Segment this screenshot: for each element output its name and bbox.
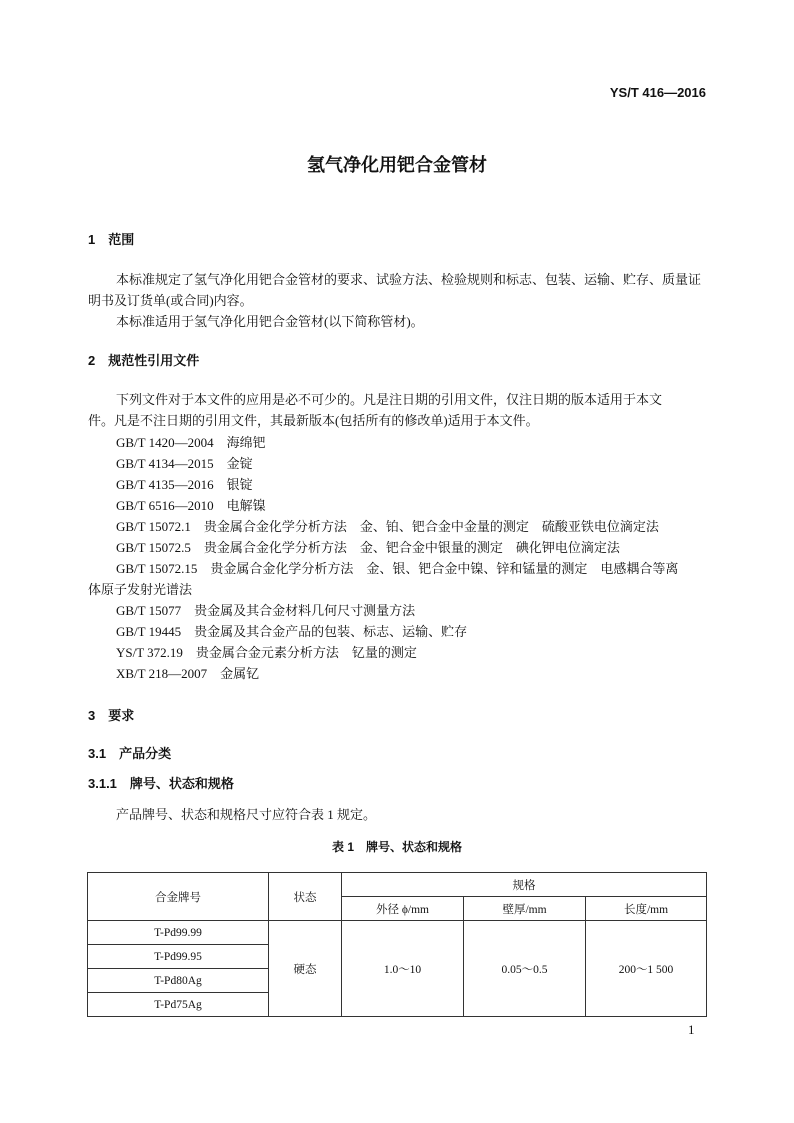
subsection-heading: 3.1.1 牌号、状态和规格 <box>88 776 234 791</box>
wall-cell: 0.05～0.5 <box>464 921 586 1017</box>
header-spec: 规格 <box>342 873 707 897</box>
standard-code: YS/T 416—2016 <box>609 85 706 100</box>
reference-item: GB/T 6516—2010 电解镍 <box>116 498 266 513</box>
grade-cell: T-Pd99.95 <box>88 945 269 969</box>
header-od: 外径 ϕ/mm <box>342 897 464 921</box>
reference-item: GB/T 4135—2016 银锭 <box>116 477 253 492</box>
paragraph: 本标准规定了氢气净化用钯合金管材的要求、试验方法、检验规则和标志、包装、运输、贮存、质量证 <box>116 272 702 287</box>
paragraph: 产品牌号、状态和规格尺寸应符合表 1 规定。 <box>116 807 377 822</box>
reference-item: GB/T 19445 贵金属及其合金产品的包装、标志、运输、贮存 <box>116 624 468 639</box>
paragraph: 本标准适用于氢气净化用钯合金管材(以下简称管材)。 <box>116 314 424 329</box>
reference-item: GB/T 15072.5 贵金属合金化学分析方法 金、钯合金中银量的测定 碘化钾电位滴定法 <box>116 540 620 555</box>
reference-item: GB/T 15072.1 贵金属合金化学分析方法 金、铂、钯合金中金量的测定 硫酸亚铁电位滴定法 <box>116 519 659 534</box>
header-length: 长度/mm <box>586 897 707 921</box>
reference-item: 体原子发射光谱法 <box>88 582 193 597</box>
spec-table <box>87 872 707 1017</box>
subsection-heading: 3.1 产品分类 <box>88 746 172 761</box>
reference-item: XB/T 218—2007 金属钇 <box>116 666 260 681</box>
section-heading: 2 规范性引用文件 <box>88 353 200 368</box>
reference-item: GB/T 1420—2004 海绵钯 <box>116 435 266 450</box>
section-heading: 1 范围 <box>88 232 135 247</box>
length-cell: 200～1 500 <box>586 921 707 1017</box>
page-number: 1 <box>688 1022 695 1037</box>
reference-item: GB/T 4134—2015 金锭 <box>116 456 253 471</box>
paragraph: 明书及订货单(或合同)内容。 <box>88 293 253 308</box>
header-grade: 合金牌号 <box>88 873 269 921</box>
grade-cell: T-Pd75Ag <box>88 993 269 1017</box>
grade-cell: T-Pd80Ag <box>88 969 269 993</box>
table-caption: 表 1 牌号、状态和规格 <box>331 840 462 854</box>
reference-item: GB/T 15077 贵金属及其合金材料几何尺寸测量方法 <box>116 603 416 618</box>
document-title: 氢气净化用钯合金管材 <box>307 155 487 175</box>
section-heading: 3 要求 <box>88 708 135 723</box>
state-cell: 硬态 <box>269 921 342 1017</box>
paragraph: 件。凡是不注日期的引用文件，其最新版本(包括所有的修改单)适用于本文件。 <box>88 413 539 428</box>
reference-item: GB/T 15072.15 贵金属合金化学分析方法 金、银、钯合金中镍、锌和锰量的测定 电感耦合等离 <box>116 561 679 576</box>
paragraph: 下列文件对于本文件的应用是必不可少的。凡是注日期的引用文件，仅注日期的版本适用于本文 <box>116 392 663 407</box>
reference-item: YS/T 372.19 贵金属合金元素分析方法 钇量的测定 <box>116 645 417 660</box>
header-state: 状态 <box>269 873 342 921</box>
od-cell: 1.0～10 <box>342 921 464 1017</box>
header-wall: 壁厚/mm <box>464 897 586 921</box>
grade-cell: T-Pd99.99 <box>88 921 269 945</box>
